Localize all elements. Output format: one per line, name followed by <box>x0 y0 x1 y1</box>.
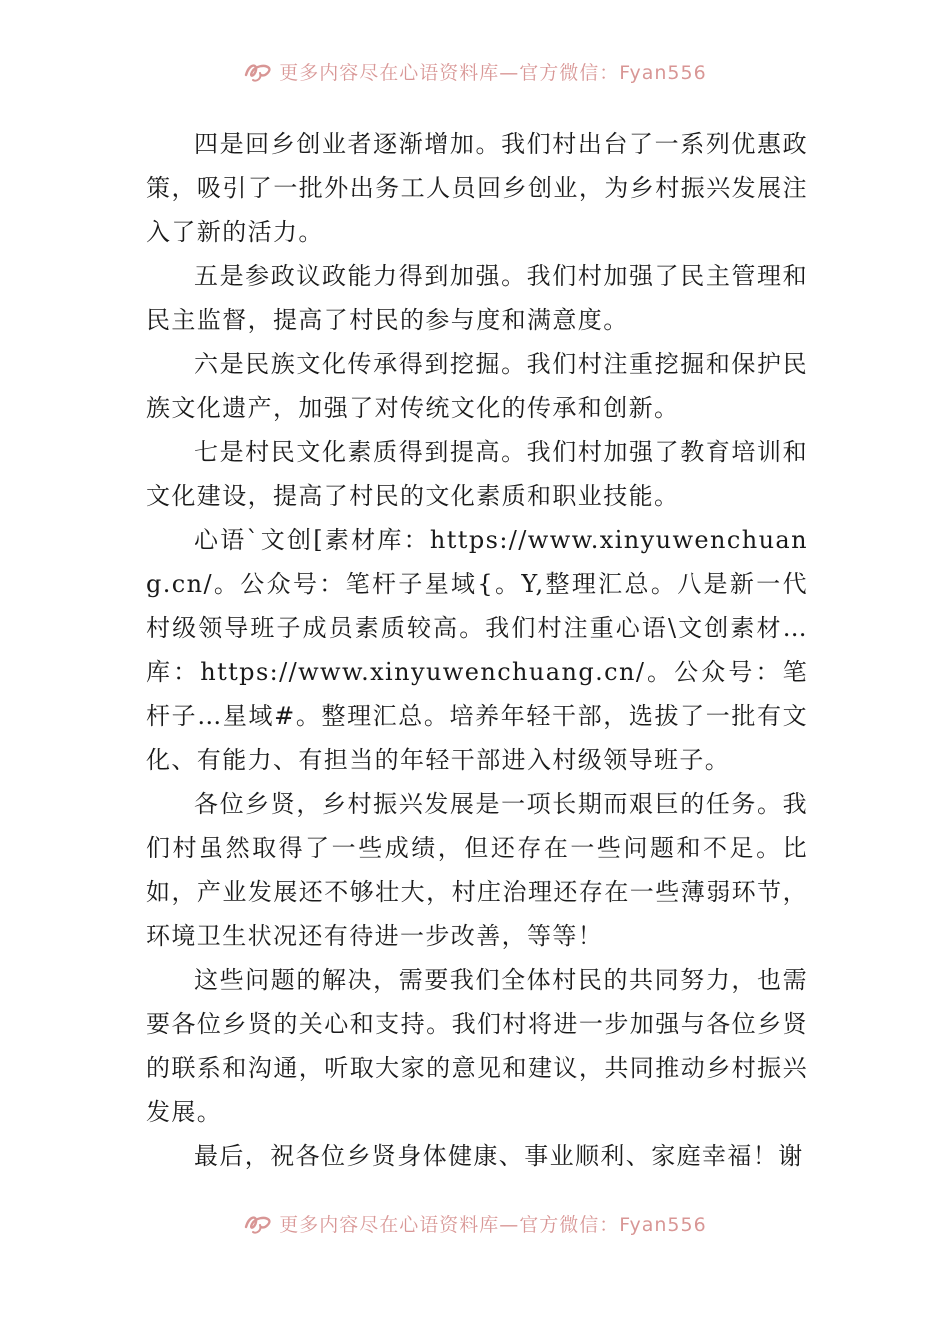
paragraph: 心语`文创[素材库：https://www.xinyuwenchuang.cn/。公众号：笔杆子星域{。Y,整理汇总。八是新一代村级领导班子成员素质较高。我们村注重心语\文创素材…库：https://www.xinyuwenchuang.cn/。公众号：笔杆子…星域#。整理汇总。培养年轻干部，选拔了一批有文化、有能力、有担当的年轻干部进入村级领导班子。 <box>146 526 808 774</box>
paragraph: 各位乡贤，乡村振兴发展是一项长期而艰巨的任务。我们村虽然取得了一些成绩，但还存在一些问题和不足。比如，产业发展还不够壮大，村庄治理还存在一些薄弱环节，环境卫生状况还有待进一步改善，等等！ <box>146 790 808 950</box>
document-body <box>146 122 808 1178</box>
signature-logo-icon <box>243 1212 273 1234</box>
watermark-text: 更多内容尽在心语资料库—官方微信：Fyan556 <box>279 61 707 84</box>
paragraph: 最后，祝各位乡贤身体健康、事业顺利、家庭幸福！谢 <box>194 1142 804 1170</box>
watermark-text: 更多内容尽在心语资料库—官方微信：Fyan556 <box>279 1213 707 1236</box>
paragraph: 五是参政议政能力得到加强。我们村加强了民主管理和民主监督，提高了村民的参与度和满意度。 <box>146 262 808 334</box>
signature-logo-icon <box>243 60 273 82</box>
paragraph: 六是民族文化传承得到挖掘。我们村注重挖掘和保护民族文化遗产，加强了对传统文化的传承和创新。 <box>146 350 808 422</box>
footer-watermark <box>0 1208 950 1238</box>
paragraph: 七是村民文化素质得到提高。我们村加强了教育培训和文化建设，提高了村民的文化素质和职业技能。 <box>146 438 808 510</box>
paragraph: 四是回乡创业者逐渐增加。我们村出台了一系列优惠政策，吸引了一批外出务工人员回乡创业，为乡村振兴发展注入了新的活力。 <box>146 130 808 246</box>
header-watermark <box>0 56 950 86</box>
paragraph: 这些问题的解决，需要我们全体村民的共同努力，也需要各位乡贤的关心和支持。我们村将进一步加强与各位乡贤的联系和沟通，听取大家的意见和建议，共同推动乡村振兴发展。 <box>146 966 808 1126</box>
